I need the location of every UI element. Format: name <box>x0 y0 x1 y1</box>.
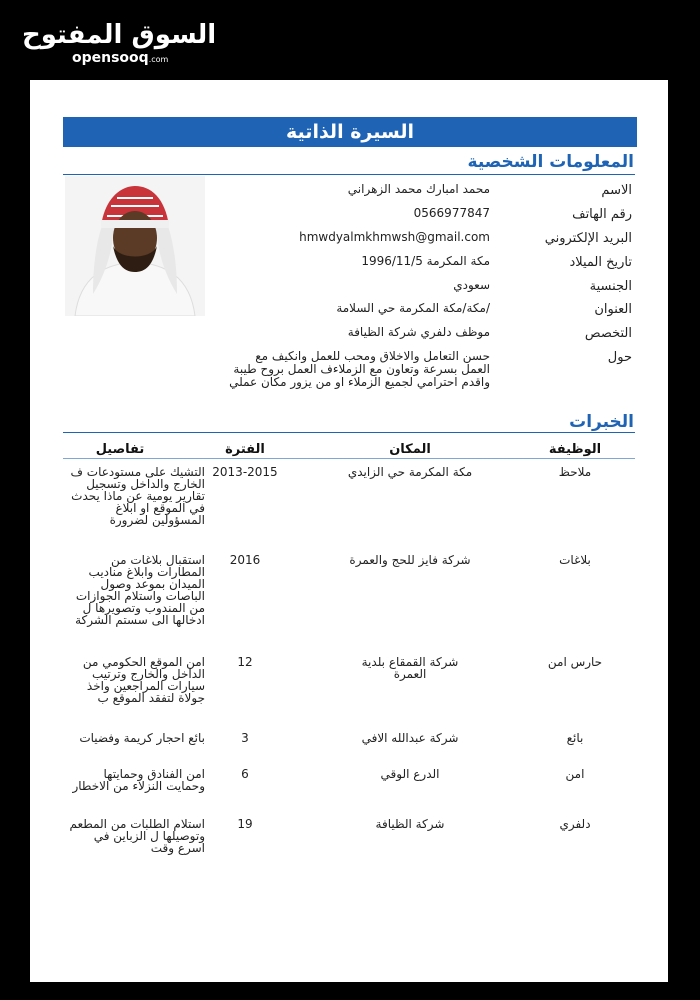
divider <box>63 174 635 175</box>
divider <box>63 432 635 433</box>
info-row-address: العنوان /مكة/مكة المكرمة حي السلامة <box>336 301 632 317</box>
info-row-about: حول حسن التعامل والاخلاق ومحب للعمل وانكيف مع العمل بسرعة وتعاون مع الزملاءف العمل بروح طيبة واقدم احترامي لجميع الزملاء او من يزور مكان عملي <box>229 349 632 389</box>
info-row-phone: رقم الهاتف 0566977847 <box>413 206 632 222</box>
divider <box>63 458 635 459</box>
header-details: تفاصيل <box>95 442 145 457</box>
info-row-nationality: الجنسية سعودي <box>453 278 632 294</box>
logo-arabic: السوق المفتوح <box>22 20 217 50</box>
info-row-name: الاسم محمد امبارك محمد الزهراني <box>347 182 632 198</box>
logo-latin: opensooq.com <box>72 50 169 66</box>
person-photo-icon <box>65 176 205 316</box>
info-row-specialty: التخصص موظف دلفري شركة الظيافة <box>347 325 632 341</box>
opensooq-logo <box>22 18 216 66</box>
personal-section-title: المعلومات الشخصية <box>467 152 634 172</box>
info-row-birthdate: تاريخ الميلاد مكة المكرمة 1996/11/5 <box>361 254 632 270</box>
experience-section-title: الخبرات <box>569 412 634 432</box>
profile-photo <box>65 176 205 316</box>
header-place: المكان <box>389 442 431 457</box>
header-period: الفترة <box>225 442 265 457</box>
cv-title: السيرة الذاتية <box>63 117 637 147</box>
header-job: الوظيفة <box>548 442 602 457</box>
info-row-email: البريد الإلكتروني hmwdyalmkhmwsh@gmail.com <box>299 230 632 246</box>
cv-document: السيرة الذاتية المعلومات الشخصية الاسم محمد امبارك محمد الزهراني رقم الهاتف 0566977847 البريد الإلكتروني hmwdyalmkhmwsh@gmail.com تاريخ الميلاد مكة المكرمة 1996/11/5 الجنسية سعودي العنوان /مكة/مكة المكرمة حي السلامة التخصص موظف دلفري شركة الظيافة حول حسن التعامل والاخلاق ومحب للعمل وانكيف مع العمل بسرعة وتعاون مع الزملاءف العمل بروح طيبة واقدم احترامي لجميع الزملاء او من يزور مكان عملي الخبرات الوظيفة المكان الفترة تفاصيل ملاحظ مكة المكرمة حي الزايدي 2013-2015 التشيك على مستودعات ف الخارج والداخل وتسجيل تقارير يومية عن ماذا يحدث في الموقع او ابلاغ المسؤولين لضرورة بلاغات شركة فايز للحج والعمرة 2016 استقبال بلاغات من المطارات وابلاغ مناديب الميدان بموعد وصول الباصات واستلام الجوازات من المندوب وتصويرها ل ادخالها الى سستم الشركة حارس امن شركة القمقاع بلدية العمرة 12 امن الموقع الحكومي من الداخل والخارج وترتيب سيارات المراجعين واخذ جولاة لتفقد الموقع ب بائع شركة عبدالله الافي 3 بائع احجار كريمة وفضيات امن الدرع الوقي 6 امن الفنادق وحمايتها وحمايت النزلاء من الاخطار دلفري شركة الظيافة 19 استلام الطلبات من المطعم وتوصيلها ل الزباين في اسرع وقت <box>30 80 668 982</box>
